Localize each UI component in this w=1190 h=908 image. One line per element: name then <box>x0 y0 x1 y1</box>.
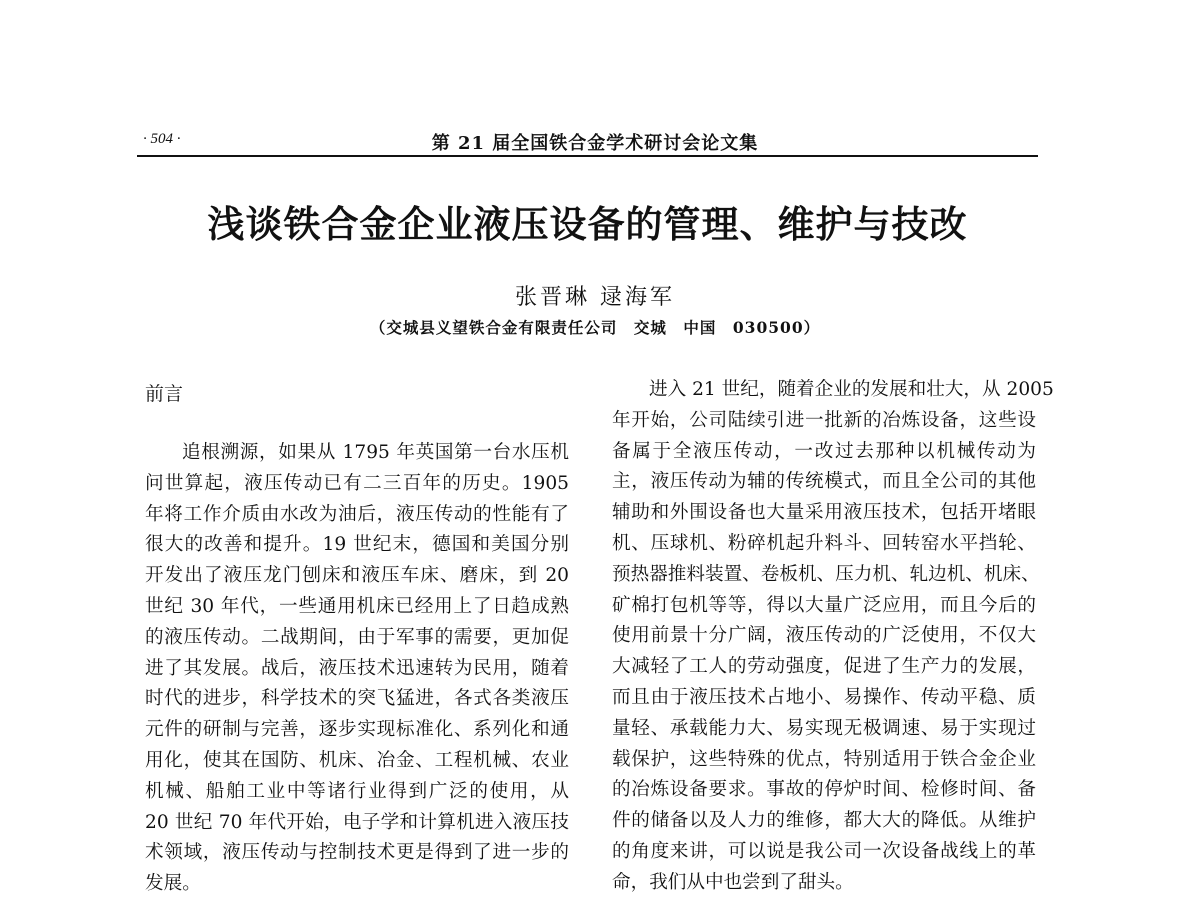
paragraph-line: 的冶炼设备要求。事故的停炉时间、检修时间、备 <box>612 779 1036 801</box>
paragraph-line: 年开始，公司陆续引进一批新的冶炼设备，这些设 <box>612 409 1036 431</box>
paragraph-line: 主，液压传动为辅的传统模式，而且全公司的其他 <box>612 471 1036 493</box>
paragraph-line: 使用前景十分广阔，液压传动的广泛使用，不仅大 <box>612 625 1036 647</box>
paragraph-line: 世纪 30 年代，一些通用机床已经用上了日趋成熟 <box>145 595 569 617</box>
paragraph-line: 预热器推料装置、卷板机、压力机、轧边机、机床、 <box>612 563 1040 585</box>
paragraph-line: 命，我们从中也尝到了甜头。 <box>612 871 854 893</box>
paragraph-line: 量轻、承载能力大、易实现无极调速、易于实现过 <box>612 717 1036 739</box>
paragraph-line: 追根溯源，如果从 1795 年英国第一台水压机 <box>182 442 569 463</box>
paragraph-line: 年将工作介质由水改为油后，液压传动的性能有了 <box>145 503 569 525</box>
page-number: · 504 · <box>143 131 181 147</box>
author-affiliation: （交城县义望铁合金有限责任公司 交城 中国 030500） <box>369 318 821 337</box>
paragraph-line: 的角度来讲，可以说是我公司一次设备战线上的革 <box>612 840 1036 862</box>
paragraph-line: 进了其发展。战后，液压技术迅速转为民用，随着 <box>145 657 569 679</box>
paragraph-line: 术领域，液压传动与控制技术更是得到了进一步的 <box>145 842 569 864</box>
left-column-body <box>145 438 569 900</box>
section-heading: 前言 <box>145 383 184 405</box>
paragraph-line: 元件的研制与完善，逐步实现标准化、系列化和通 <box>145 719 569 741</box>
paragraph-line: 发展。 <box>145 873 201 895</box>
paragraph-line: 机、压球机、粉碎机起升料斗、回转窑水平挡轮、 <box>612 532 1036 554</box>
paragraph-line: 进入 21 世纪，随着企业的发展和壮大，从 2005 <box>649 379 1054 400</box>
paragraph-line: 时代的进步，科学技术的突飞猛进，各式各类液压 <box>145 688 569 710</box>
paragraph-line: 辅助和外围设备也大量采用液压技术，包括开堵眼 <box>612 502 1036 524</box>
paragraph-line: 备属于全液压传动，一改过去那种以机械传动为 <box>612 440 1036 462</box>
paragraph-line: 问世算起，液压传动已有二三百年的历史。1905 <box>145 472 569 494</box>
header-rule <box>137 155 1038 157</box>
paragraph-line: 件的储备以及人力的维修，都大大的降低。从维护 <box>612 810 1036 832</box>
paragraph-line: 载保护，这些特殊的优点，特别适用于铁合金企业 <box>612 748 1036 770</box>
article-authors: 张晋琳 逯海军 <box>515 285 675 310</box>
paragraph-line: 开发出了液压龙门刨床和液压车床、磨床，到 20 <box>145 565 569 587</box>
paragraph-line: 机械、船舶工业中等诸行业得到广泛的使用，从 <box>145 780 569 802</box>
running-header-title: 第 21 届全国铁合金学术研讨会论文集 <box>431 133 759 154</box>
paragraph-line: 很大的改善和提升。19 世纪末，德国和美国分别 <box>145 534 569 556</box>
right-column-body <box>612 375 1054 899</box>
article-title: 浅谈铁合金企业液压设备的管理、维护与技改 <box>207 203 968 246</box>
paragraph-line: 而且由于液压技术占地小、易操作、传动平稳、质 <box>612 686 1036 708</box>
paragraph-line: 20 世纪 70 年代开始，电子学和计算机进入液压技 <box>145 811 569 833</box>
paragraph-line: 的液压传动。二战期间，由于军事的需要，更加促 <box>145 626 569 648</box>
paragraph-line: 大减轻了工人的劳动强度，促进了生产力的发展， <box>612 656 1036 678</box>
paragraph-line: 矿棉打包机等等，得以大量广泛应用，而且今后的 <box>612 594 1036 616</box>
paragraph-line: 用化，使其在国防、机床、冶金、工程机械、农业 <box>145 749 569 771</box>
